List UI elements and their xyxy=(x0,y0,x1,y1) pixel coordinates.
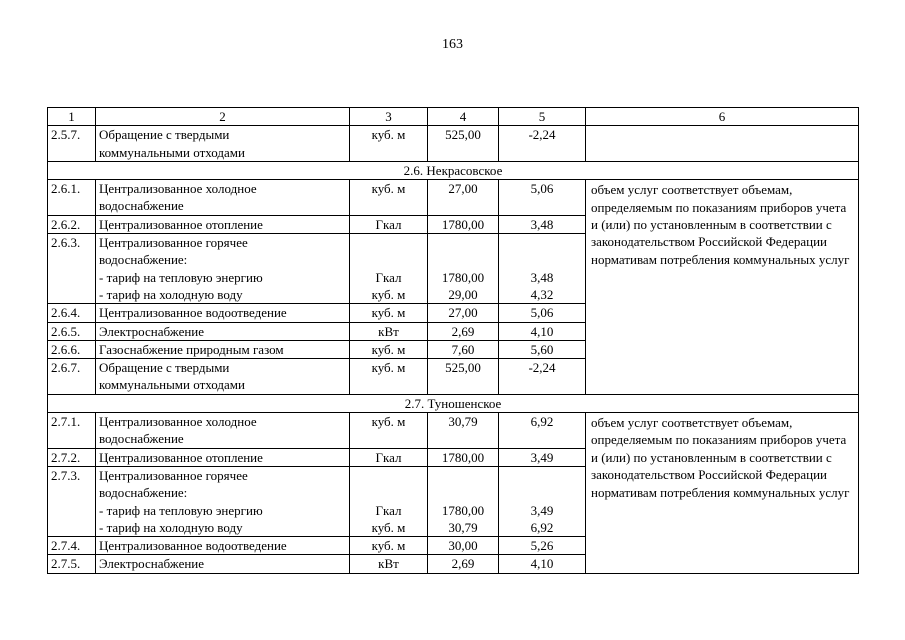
table-header-row xyxy=(48,108,859,126)
section-row xyxy=(48,161,859,179)
note-cell xyxy=(586,126,859,162)
unit: куб. м xyxy=(350,359,428,395)
volume-value: 1780,00 xyxy=(428,448,499,466)
change-value: -2,24 xyxy=(499,359,586,395)
column-header: 6 xyxy=(586,108,859,126)
volume-value: 2,69 xyxy=(428,555,499,573)
change-value: 3,48 xyxy=(499,215,586,233)
change-value: 3,49 6,92 xyxy=(499,466,586,536)
volume-value: 1780,00 30,79 xyxy=(428,466,499,536)
row-number: 2.6.4. xyxy=(48,304,96,322)
unit: Гкал xyxy=(350,448,428,466)
row-number: 2.5.7. xyxy=(48,126,96,162)
change-value: 5,26 xyxy=(499,537,586,555)
service-name: Централизованное отопление xyxy=(96,215,350,233)
column-header: 1 xyxy=(48,108,96,126)
section-note: объем услуг соответствует объемам, определяемым по показаниям приборов учета и (или) по установленным в соответствии с законодательством Российской Федерации нормативам потребления коммунальных услуг xyxy=(586,180,859,395)
row-number: 2.7.3. xyxy=(48,466,96,536)
unit: куб. м xyxy=(350,304,428,322)
service-name: Централизованное холодное водоснабжение xyxy=(96,413,350,449)
column-header: 4 xyxy=(428,108,499,126)
unit: куб. м xyxy=(350,126,428,162)
row-number: 2.7.2. xyxy=(48,448,96,466)
volume-value: 27,00 xyxy=(428,180,499,216)
service-name: Централизованное горячее водоснабжение: - тариф на тепловую энергию - тариф на холодную воду xyxy=(96,234,350,304)
page-number: 163 xyxy=(442,37,463,52)
volume-value: 2,69 xyxy=(428,322,499,340)
row-number: 2.7.5. xyxy=(48,555,96,573)
unit: куб. м xyxy=(350,413,428,449)
table-row xyxy=(48,180,859,216)
row-number: 2.7.4. xyxy=(48,537,96,555)
table-row xyxy=(48,413,859,449)
unit: кВт xyxy=(350,555,428,573)
service-name: Электроснабжение xyxy=(96,322,350,340)
service-name: Централизованное холодное водоснабжение xyxy=(96,180,350,216)
service-name: Обращение с твердыми коммунальными отходами xyxy=(96,359,350,395)
section-row xyxy=(48,394,859,412)
change-value: 4,10 xyxy=(499,322,586,340)
change-value: -2,24 xyxy=(499,126,586,162)
row-number: 2.6.1. xyxy=(48,180,96,216)
volume-value: 27,00 xyxy=(428,304,499,322)
unit: куб. м xyxy=(350,537,428,555)
change-value: 5,60 xyxy=(499,340,586,358)
service-name: Централизованное горячее водоснабжение: - тариф на тепловую энергию - тариф на холодную воду xyxy=(96,466,350,536)
unit: кВт xyxy=(350,322,428,340)
row-number: 2.6.2. xyxy=(48,215,96,233)
section-title: 2.7. Туношенское xyxy=(48,394,859,412)
service-name: Обращение с твердыми коммунальными отходами xyxy=(96,126,350,162)
section-note: объем услуг соответствует объемам, определяемым по показаниям приборов учета и (или) по установленным в соответствии с законодательством Российской Федерации нормативам потребления коммунальных услуг xyxy=(586,413,859,574)
service-name: Централизованное отопление xyxy=(96,448,350,466)
change-value: 4,10 xyxy=(499,555,586,573)
service-name: Электроснабжение xyxy=(96,555,350,573)
change-value: 3,49 xyxy=(499,448,586,466)
unit: Гкал xyxy=(350,215,428,233)
change-value: 5,06 xyxy=(499,180,586,216)
unit: Гкал куб. м xyxy=(350,234,428,304)
row-number: 2.6.3. xyxy=(48,234,96,304)
volume-value: 30,79 xyxy=(428,413,499,449)
row-number: 2.7.1. xyxy=(48,413,96,449)
unit: куб. м xyxy=(350,180,428,216)
row-number: 2.6.5. xyxy=(48,322,96,340)
volume-value: 525,00 xyxy=(428,126,499,162)
tariff-table xyxy=(47,107,859,574)
unit: куб. м xyxy=(350,340,428,358)
volume-value: 1780,00 29,00 xyxy=(428,234,499,304)
row-number: 2.6.7. xyxy=(48,359,96,395)
volume-value: 7,60 xyxy=(428,340,499,358)
column-header: 2 xyxy=(96,108,350,126)
volume-value: 30,00 xyxy=(428,537,499,555)
service-name: Централизованное водоотведение xyxy=(96,537,350,555)
change-value: 3,48 4,32 xyxy=(499,234,586,304)
table-row xyxy=(48,126,859,162)
column-header: 3 xyxy=(350,108,428,126)
column-header: 5 xyxy=(499,108,586,126)
service-name: Централизованное водоотведение xyxy=(96,304,350,322)
volume-value: 1780,00 xyxy=(428,215,499,233)
section-title: 2.6. Некрасовское xyxy=(48,161,859,179)
change-value: 5,06 xyxy=(499,304,586,322)
row-number: 2.6.6. xyxy=(48,340,96,358)
volume-value: 525,00 xyxy=(428,359,499,395)
change-value: 6,92 xyxy=(499,413,586,449)
service-name: Газоснабжение природным газом xyxy=(96,340,350,358)
unit: Гкал куб. м xyxy=(350,466,428,536)
